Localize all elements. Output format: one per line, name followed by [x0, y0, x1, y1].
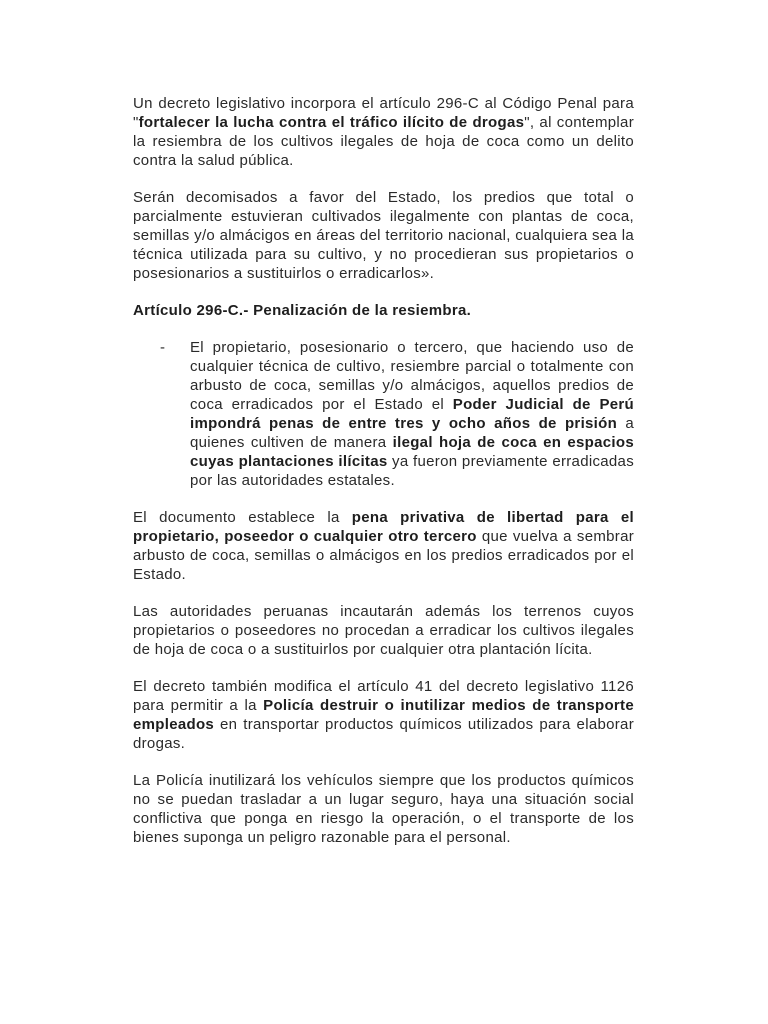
document-body	[133, 94, 634, 865]
police-paragraph	[133, 677, 634, 753]
bold-text: ilegal hoja de coca en espacios cuyas plantaciones ilícitas	[190, 434, 635, 470]
bold-text: fortalecer la lucha contra el tráfico ilícito de drogas	[138, 114, 525, 131]
bold-text: pena privativa de libertad para el propietario, poseedor o cualquier otro tercero	[133, 509, 634, 545]
paragraph-text: ", al contemplar la resiembra de los cultivos ilegales de hoja de coca como un delito contra la salud pública.	[133, 114, 634, 169]
list-item	[133, 338, 634, 490]
list-bullet: -	[160, 339, 166, 356]
confiscation-paragraph: Serán decomisados a favor del Estado, los predios que total o parcialmente estuvieran cultivados ilegalmente con plantas de coca, semillas y/o almácigos en áreas del territorio nacional, cualquiera sea la técnica utilizada para su cultivo, y no procedieran sus propietarios o posesionarios a sustituirlos o erradicarlos».	[133, 189, 634, 282]
paragraph-text: a quienes cultiven de manera	[190, 415, 634, 451]
paragraph-text: en transportar productos químicos utilizados para elaborar drogas.	[133, 716, 634, 752]
bold-text: Poder Judicial de Perú impondrá penas de entre tres y ocho años de prisión	[190, 396, 634, 432]
paragraph-text: El propietario, posesionario o tercero, que haciendo uso de cualquier técnica de cultivo, resiembre parcial o totalmente con arbusto de coca, semillas y/o almácigos, aquellos predios de coca erradicados por el Estado el	[190, 339, 634, 413]
paragraph-text: El documento establece la	[133, 509, 352, 526]
paragraph-text: Un decreto legislativo incorpora el artículo 296-C al Código Penal para "	[133, 95, 634, 131]
paragraph-text: El decreto también modifica el artículo 41 del decreto legislativo 1126 para permitir a la	[133, 678, 634, 714]
article-heading: Artículo 296-C.- Penalización de la resiembra.	[133, 302, 472, 319]
intro-paragraph	[133, 94, 634, 170]
penalty-paragraph	[133, 508, 634, 584]
paragraph-text: ya fueron previamente erradicadas por las autoridades estatales.	[190, 453, 634, 489]
list-item-text	[190, 338, 634, 490]
bold-text: Policía destruir o inutilizar medios de transporte empleados	[133, 697, 634, 733]
vehicles-paragraph: La Policía inutilizará los vehículos siempre que los productos químicos no se puedan trasladar a un lugar seguro, haya una situación social conflictiva que ponga en riesgo la operación, o el transporte de los bienes suponga un peligro razonable para el personal.	[133, 772, 634, 846]
paragraph-text: que vuelva a sembrar arbusto de coca, semillas o almácigos en los predios erradicados por el Estado.	[133, 528, 635, 583]
seizure-paragraph: Las autoridades peruanas incautarán además los terrenos cuyos propietarios o poseedores no procedan a erradicar los cultivos ilegales de hoja de coca o a sustituirlos por cualquier otra plantación lícita.	[133, 603, 634, 658]
